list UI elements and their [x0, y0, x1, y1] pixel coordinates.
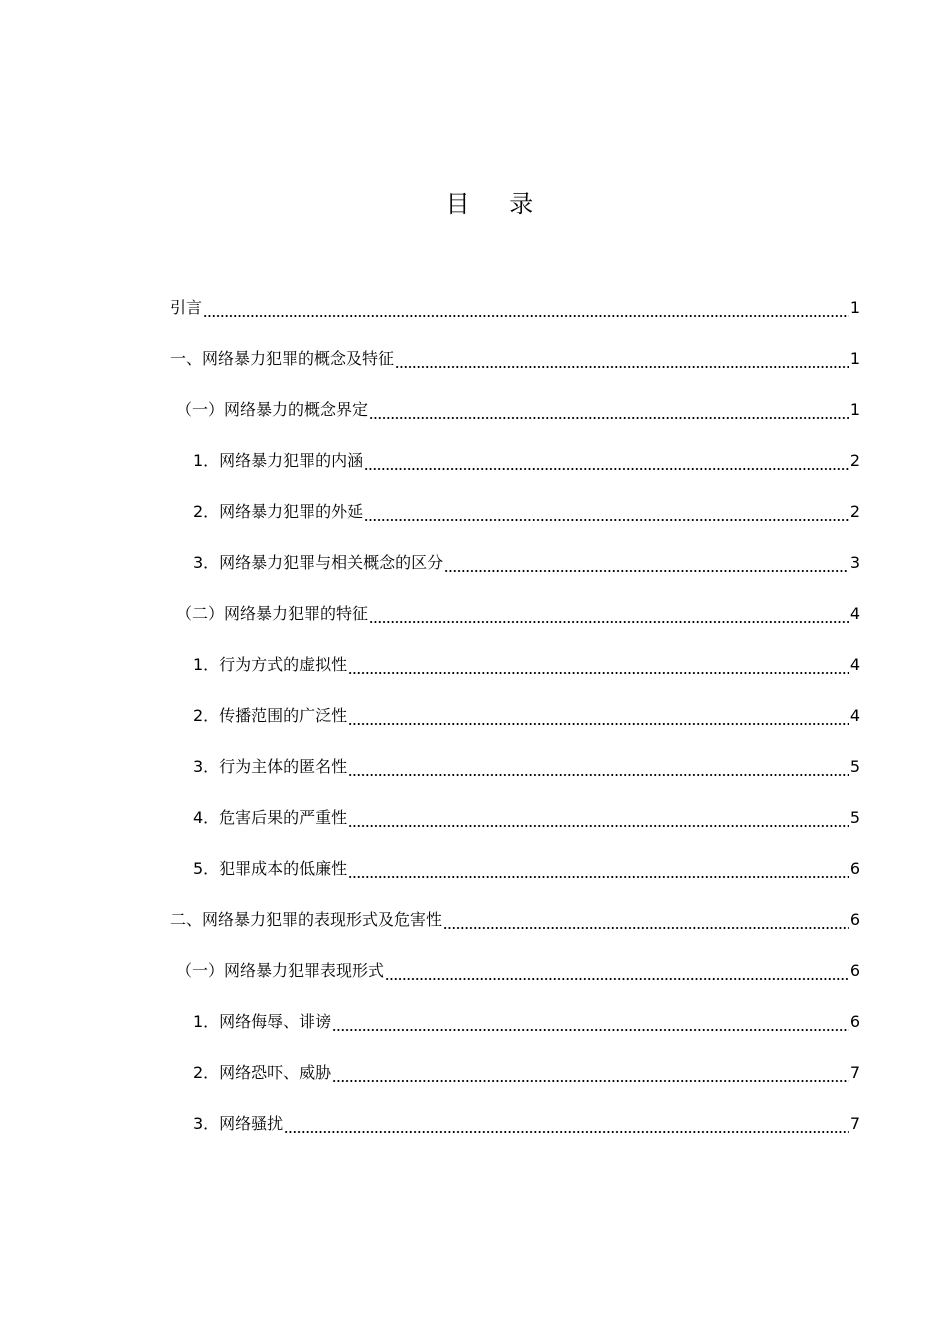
toc-entry-page-number: 6 [849, 859, 860, 878]
dot-leader [364, 449, 849, 473]
dot-leader [348, 755, 849, 779]
dot-leader [348, 857, 849, 881]
toc-entry[interactable] [170, 830, 860, 881]
toc-entry-page-number: 1 [849, 298, 860, 317]
toc-entry-label: 3．行为主体的匿名性 [193, 757, 348, 776]
dot-leader [203, 296, 849, 320]
toc-entry-label: 引言 [170, 298, 203, 317]
toc-entry[interactable] [170, 320, 860, 371]
toc-entry-label: 3．网络骚扰 [193, 1114, 284, 1133]
dot-leader [443, 908, 849, 932]
toc-entry-label: 1．网络暴力犯罪的内涵 [193, 451, 364, 470]
toc-entry-page-number: 6 [849, 1012, 860, 1031]
toc-entry[interactable] [170, 728, 860, 779]
toc-entry-label: （一）网络暴力犯罪表现形式 [176, 961, 385, 980]
toc-entry[interactable] [170, 779, 860, 830]
toc-entry-page-number: 6 [849, 910, 860, 929]
toc-entry[interactable] [170, 626, 860, 677]
toc-entry-label: 4．危害后果的严重性 [193, 808, 348, 827]
dot-leader [369, 398, 849, 422]
toc-entry[interactable] [170, 881, 860, 932]
toc-entry[interactable] [170, 473, 860, 524]
toc-entry[interactable] [170, 371, 860, 422]
toc-entry-page-number: 7 [849, 1114, 860, 1133]
toc-entry-page-number: 1 [849, 349, 860, 368]
dot-leader [364, 500, 849, 524]
toc-entry-page-number: 2 [849, 451, 860, 470]
dot-leader [444, 551, 849, 575]
toc-entry[interactable] [170, 983, 860, 1034]
dot-leader [369, 602, 849, 626]
dot-leader [284, 1112, 849, 1136]
toc-entry-page-number: 5 [849, 757, 860, 776]
toc-entry-page-number: 1 [849, 400, 860, 419]
toc-entry-label: 2．网络暴力犯罪的外延 [193, 502, 364, 521]
toc-entry-page-number: 4 [849, 604, 860, 623]
toc-entry[interactable] [170, 932, 860, 983]
toc-entry[interactable] [170, 575, 860, 626]
toc-entry-page-number: 2 [849, 502, 860, 521]
toc-entry-page-number: 7 [849, 1063, 860, 1082]
toc-entry-page-number: 3 [849, 553, 860, 572]
dot-leader [395, 347, 849, 371]
toc-entry-label: （一）网络暴力的概念界定 [176, 400, 369, 419]
toc-entry[interactable] [170, 422, 860, 473]
toc-entry-label: 1．行为方式的虚拟性 [193, 655, 348, 674]
toc-entry-page-number: 4 [849, 655, 860, 674]
dot-leader [348, 653, 849, 677]
toc-entry-label: 2．传播范围的广泛性 [193, 706, 348, 725]
toc-entry-label: 一、网络暴力犯罪的概念及特征 [170, 349, 395, 368]
toc-entry-label: 2．网络恐吓、威胁 [193, 1063, 332, 1082]
toc-entry-label: 5．犯罪成本的低廉性 [193, 859, 348, 878]
toc-entry-label: 1．网络侮辱、诽谤 [193, 1012, 332, 1031]
dot-leader [385, 959, 849, 983]
toc-entry[interactable] [170, 1034, 860, 1085]
toc-entry-label: 3．网络暴力犯罪与相关概念的区分 [193, 553, 444, 572]
toc-entry[interactable] [170, 294, 860, 320]
toc-title: 目 录 [445, 190, 550, 218]
toc-entry[interactable] [170, 677, 860, 728]
toc-entry[interactable] [170, 1085, 860, 1136]
table-of-contents [170, 294, 860, 1136]
toc-entry-label: 二、网络暴力犯罪的表现形式及危害性 [170, 910, 443, 929]
toc-entry-label: （二）网络暴力犯罪的特征 [176, 604, 369, 623]
toc-entry[interactable] [170, 524, 860, 575]
toc-entry-page-number: 4 [849, 706, 860, 725]
dot-leader [332, 1061, 849, 1085]
toc-entry-page-number: 5 [849, 808, 860, 827]
dot-leader [332, 1010, 849, 1034]
dot-leader [348, 704, 849, 728]
toc-entry-page-number: 6 [849, 961, 860, 980]
dot-leader [348, 806, 849, 830]
